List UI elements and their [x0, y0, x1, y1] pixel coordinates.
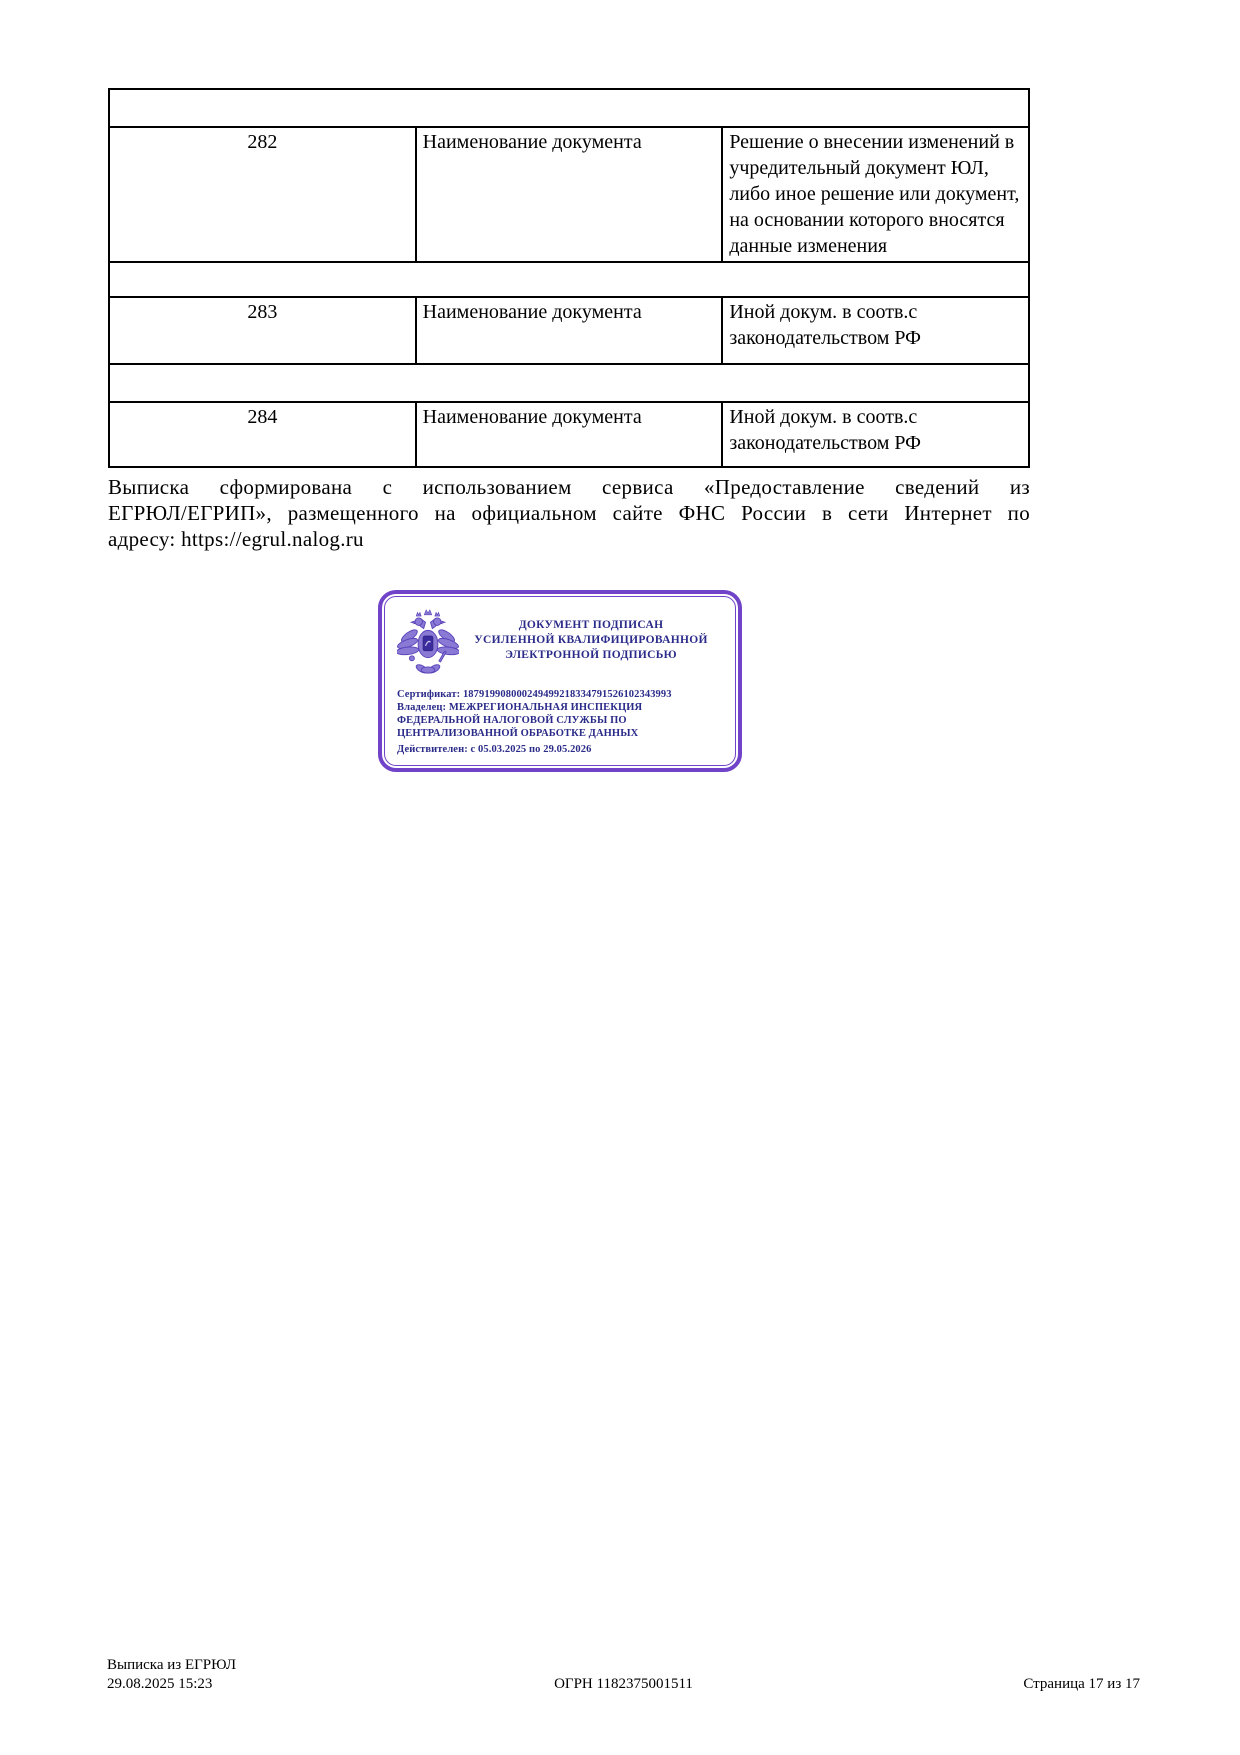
validity-label: Действителен: — [397, 744, 471, 755]
certificate-line — [397, 688, 723, 701]
footer-datetime: 29.08.2025 15:23 — [107, 1676, 213, 1692]
row-label: Наименование документа — [416, 127, 723, 262]
empty-cell — [109, 364, 1029, 402]
validity-line — [397, 743, 723, 756]
table-spacer-row — [109, 364, 1029, 402]
service-note — [108, 474, 1030, 552]
stamp-title-line: ЭЛЕКТРОННОЙ ПОДПИСЬЮ — [505, 649, 677, 661]
document-table-section — [108, 88, 1030, 468]
row-value: Иной докум. в соотв.с законодательством РФ — [722, 297, 1029, 364]
validity-value: с 05.03.2025 по 29.05.2026 — [470, 744, 592, 755]
coat-of-arms-icon — [397, 606, 461, 687]
footer — [107, 1656, 1140, 1694]
row-value: Иной докум. в соотв.с законодательством РФ — [722, 402, 1029, 467]
row-label: Наименование документа — [416, 297, 723, 364]
table-row — [109, 297, 1029, 364]
table-spacer-row — [109, 262, 1029, 297]
owner-label: Владелец: — [397, 702, 449, 713]
note-line: адресу: https://egrul.nalog.ru — [108, 527, 364, 551]
footer-page-number: Страница 17 из 17 — [1023, 1676, 1140, 1692]
owner-line — [397, 701, 723, 740]
stamp-title-line: УСИЛЕННОЙ КВАЛИФИЦИРОВАННОЙ — [474, 634, 708, 646]
document-table — [108, 88, 1030, 468]
empty-cell — [109, 89, 1029, 127]
table-spacer-row — [109, 89, 1029, 127]
row-label: Наименование документа — [416, 402, 723, 467]
row-number: 283 — [109, 297, 416, 364]
signature-stamp — [378, 590, 742, 772]
row-number: 284 — [109, 402, 416, 467]
row-value: Решение о внесении изменений в учредительный документ ЮЛ, либо иное решение или документ, на основании которого вносятся данные изменения — [722, 127, 1029, 262]
footer-ogrn: ОГРН 1182375001511 — [554, 1676, 693, 1692]
note-line: Выписка сформирована с использованием сервиса «Предоставление сведений из — [108, 475, 1030, 499]
table-row — [109, 127, 1029, 262]
signature-stamp-inner — [384, 596, 736, 766]
stamp-title-line: ДОКУМЕНТ ПОДПИСАН — [518, 619, 664, 631]
certificate-value: 187919908000249499218334791526102343993 — [462, 689, 672, 700]
footer-doc-type: Выписка из ЕГРЮЛ — [107, 1657, 236, 1673]
certificate-label: Сертификат: — [397, 689, 463, 700]
owner-value: МЕЖРЕГИОНАЛЬНАЯ ИНСПЕКЦИЯ ФЕДЕРАЛЬНОЙ НАЛОГОВОЙ СЛУЖБЫ ПО ЦЕНТРАЛИЗОВАННОЙ ОБРАБОТКЕ ДАННЫХ — [397, 702, 643, 739]
stamp-title — [461, 604, 723, 663]
row-number: 282 — [109, 127, 416, 262]
table-row — [109, 402, 1029, 467]
note-line: ЕГРЮЛ/ЕГРИП», размещенного на официальном сайте ФНС России в сети Интернет по — [108, 501, 1030, 525]
empty-cell — [109, 262, 1029, 297]
footer-left — [107, 1656, 554, 1694]
